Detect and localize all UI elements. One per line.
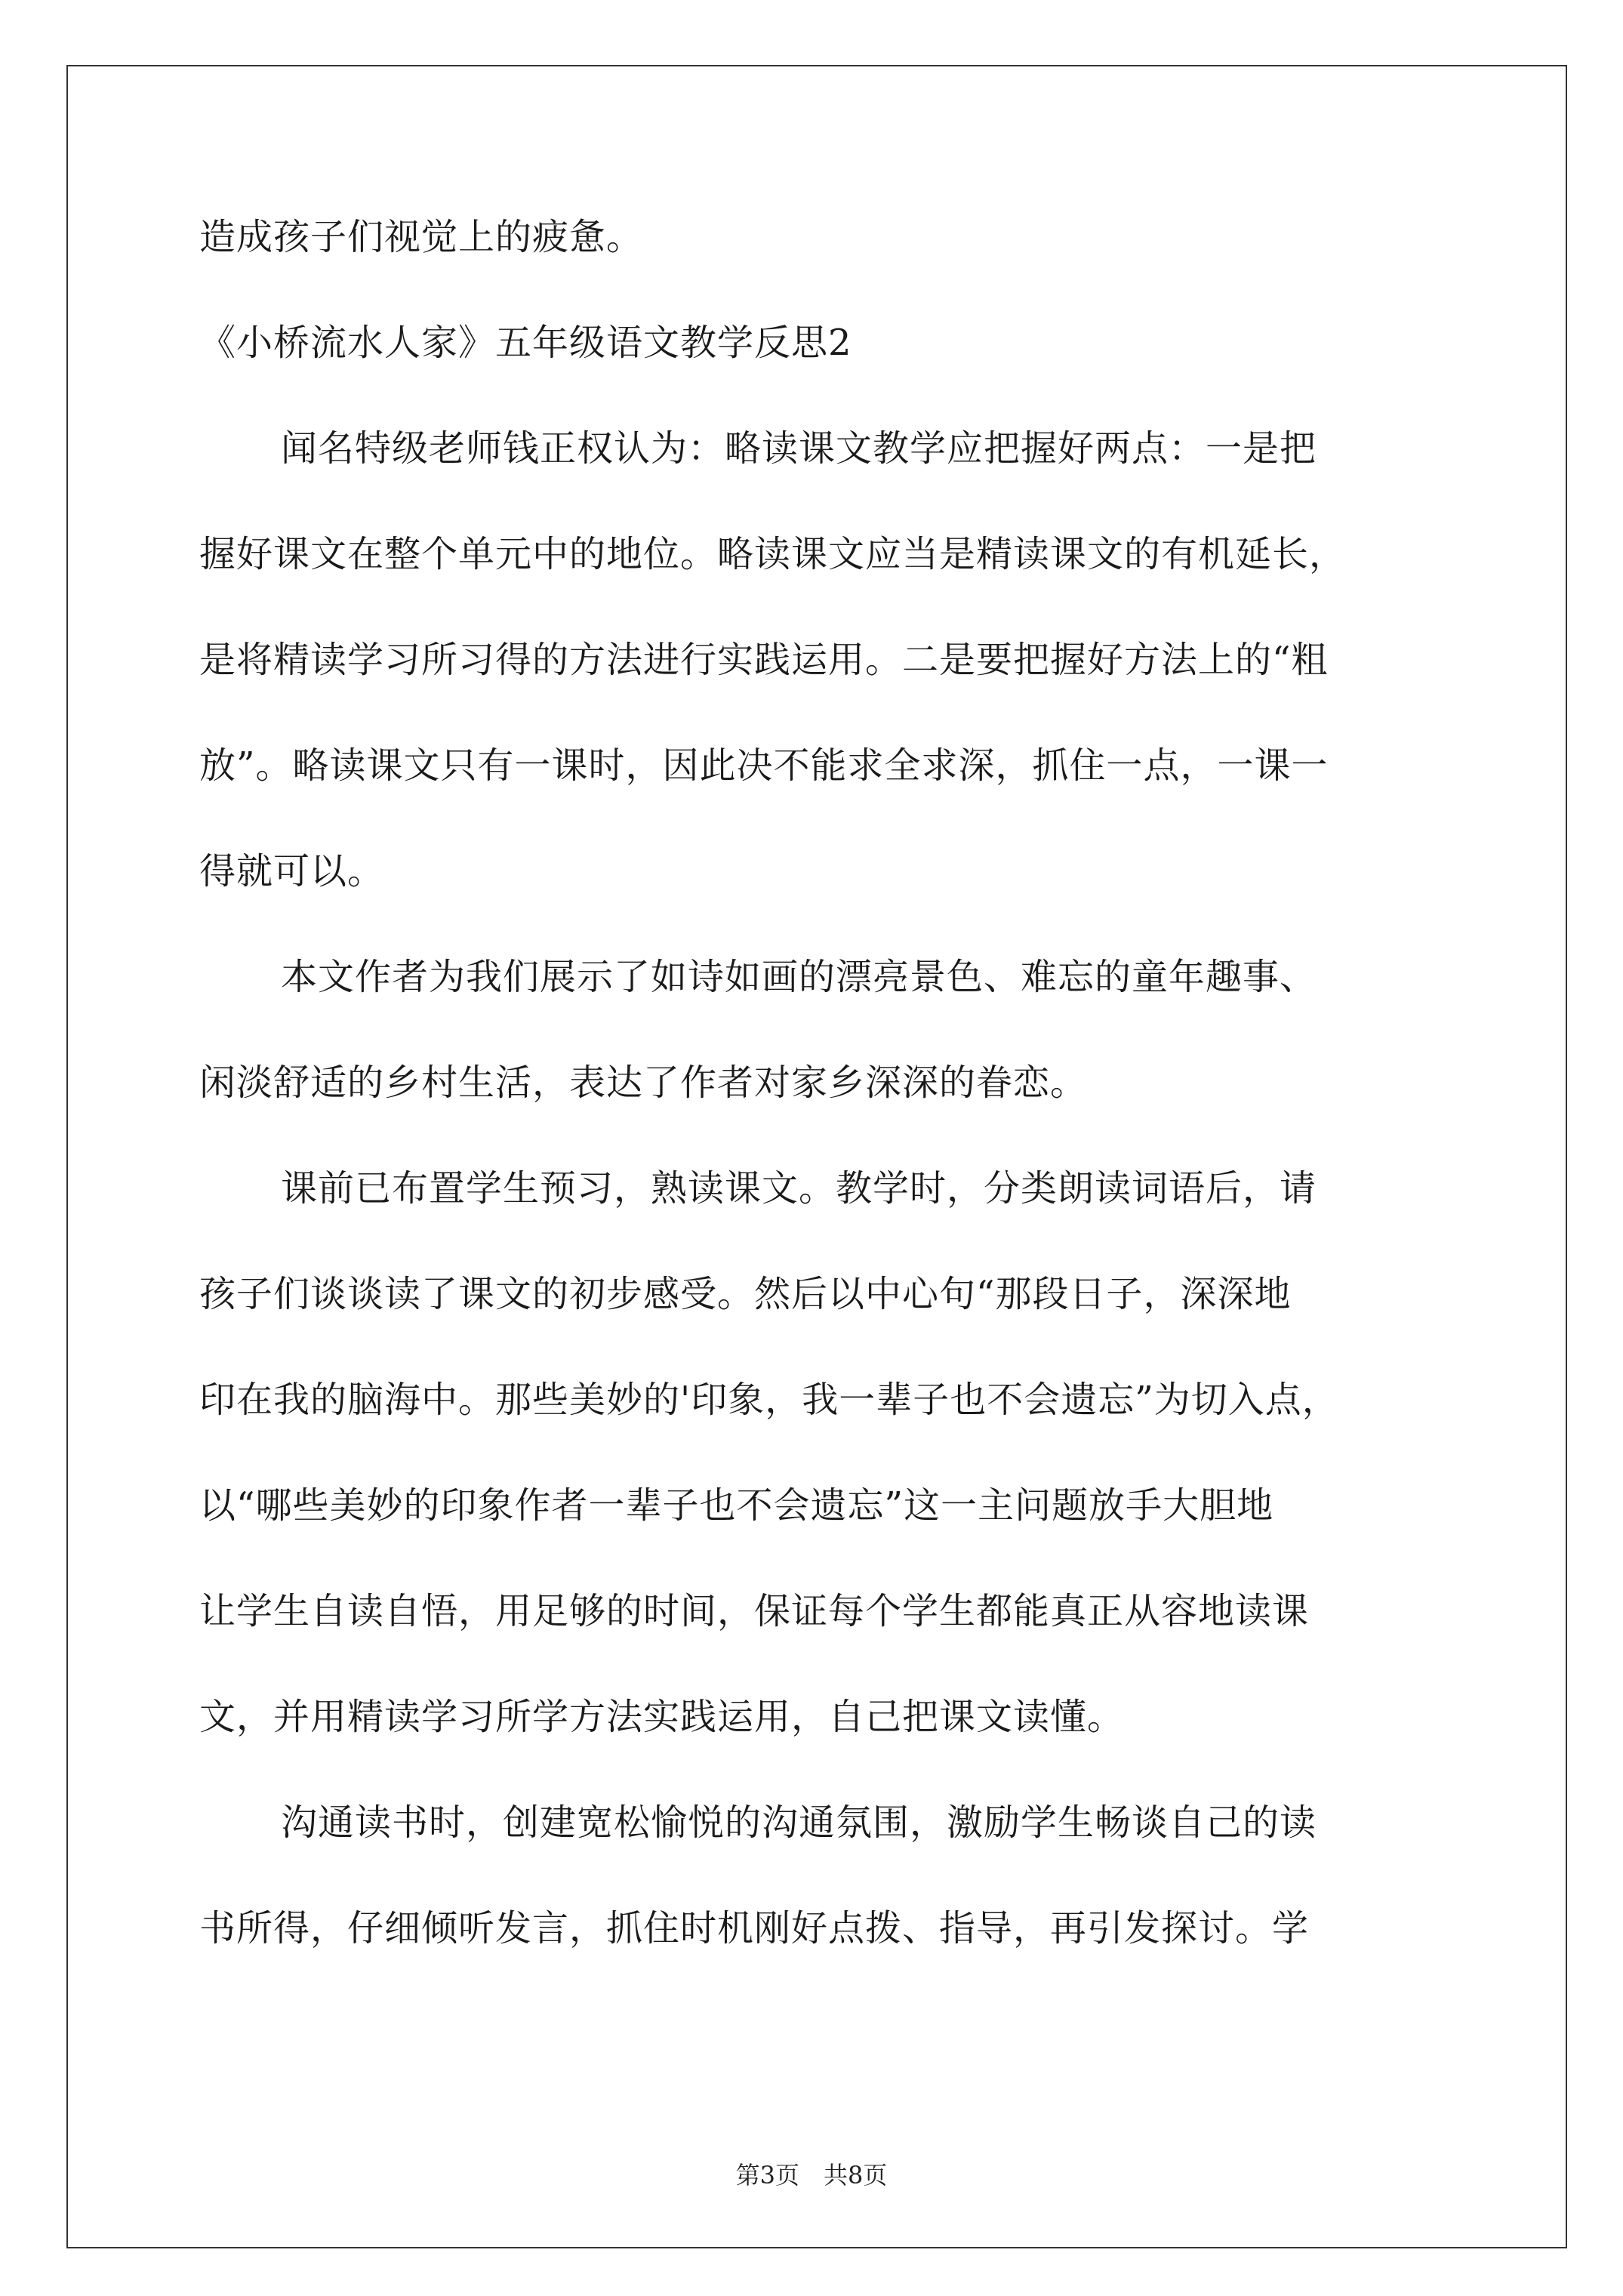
paragraph-4	[199, 1770, 1437, 1981]
paragraph-line: 闲淡舒适的乡村生活，表达了作者对家乡深深的眷恋。	[199, 1062, 1088, 1104]
paragraph-line: 沟通读书时，创建宽松愉悦的沟通氛围，激励学生畅谈自己的读	[281, 1801, 1317, 1844]
paragraph-line: 以“哪些美妙的印象作者一辈子也不会遗忘”这一主问题放手大胆地	[199, 1484, 1274, 1527]
continuation-line: 造成孩子们视觉上的疲惫。	[199, 216, 644, 258]
paragraph-1	[199, 396, 1437, 924]
paragraph-line: 孩子们谈谈读了课文的初步感受。然后以中心句“那段日子，深深地	[199, 1273, 1292, 1315]
paragraph-line: 握好课文在整个单元中的地位。略读课文应当是精读课文的有机延长，	[199, 533, 1347, 575]
section-heading: 《小桥流水人家》五年级语文教学反思2	[199, 322, 852, 364]
page-number-footer: 第3页 共8页	[735, 2161, 888, 2190]
paragraph-line: 是将精读学习所习得的方法进行实践运用。二是要把握好方法上的“粗	[199, 639, 1329, 681]
paragraph-line: 闻名特级老师钱正权认为：略读课文教学应把握好两点：一是把	[281, 427, 1317, 470]
paragraph-line: 文，并用精读学习所学方法实践运用，自己把课文读懂。	[199, 1696, 1125, 1738]
paragraph-line: 课前已布置学生预习，熟读课文。教学时，分类朗读词语后，请	[281, 1167, 1317, 1210]
paragraph-line: 本文作者为我们展示了如诗如画的漂亮景色、难忘的童年趣事、	[281, 956, 1317, 998]
paragraph-2	[199, 924, 1437, 1136]
paragraph-3	[199, 1136, 1437, 1770]
paragraph-line: 印在我的脑海中。那些美妙的'印象，我一辈子也不会遗忘”为切入点，	[199, 1379, 1339, 1421]
paragraph-line: 得就可以。	[199, 850, 385, 892]
paragraph-line: 放”。略读课文只有一课时，因此决不能求全求深，抓住一点，一课一	[199, 744, 1329, 787]
document-body	[199, 217, 1437, 1981]
paragraph-line: 书所得，仔细倾听发言，抓住时机刚好点拨、指导，再引发探讨。学	[199, 1907, 1310, 1949]
paragraph-line: 让学生自读自悟，用足够的时间，保证每个学生都能真正从容地读课	[199, 1590, 1310, 1632]
